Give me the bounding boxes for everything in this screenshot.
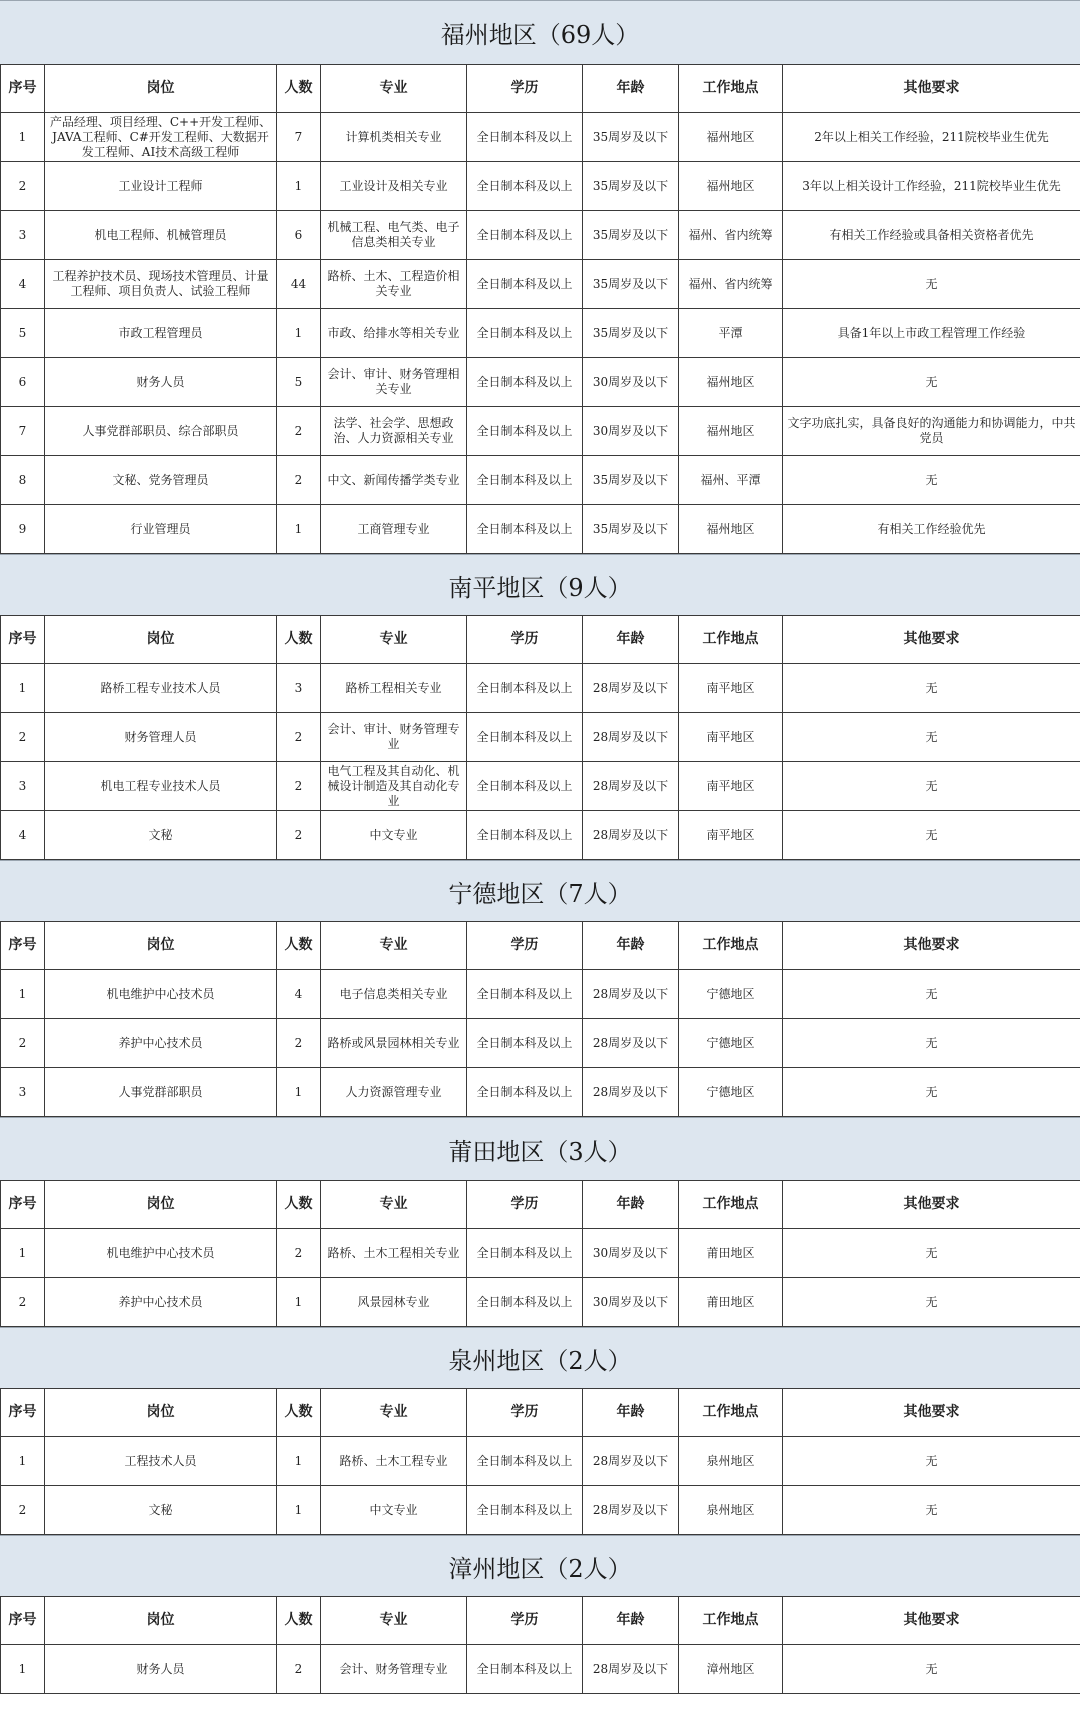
column-header: 专业 — [321, 616, 467, 664]
table-cell: 市政、给排水等相关专业 — [321, 309, 467, 358]
column-header: 人数 — [277, 616, 321, 664]
table-cell: 全日制本科及以上 — [467, 260, 583, 309]
table-cell: 全日制本科及以上 — [467, 664, 583, 713]
table-cell: 电气工程及其自动化、机械设计制造及其自动化专业 — [321, 762, 467, 811]
table-cell: 全日制本科及以上 — [467, 1437, 583, 1486]
column-header: 学历 — [467, 1181, 583, 1229]
table-cell: 市政工程管理员 — [45, 309, 277, 358]
column-header: 学历 — [467, 65, 583, 113]
table-cell: 全日制本科及以上 — [467, 505, 583, 554]
column-header: 工作地点 — [679, 65, 783, 113]
table-cell: 全日制本科及以上 — [467, 811, 583, 860]
column-header: 岗位 — [45, 922, 277, 970]
table-cell: 中文专业 — [321, 1486, 467, 1535]
table-cell: 无 — [783, 664, 1080, 713]
table-cell: 2 — [1, 162, 45, 211]
column-header: 序号 — [1, 1597, 45, 1645]
table-cell: 2 — [1, 1019, 45, 1068]
table-cell: 3 — [277, 664, 321, 713]
column-header: 学历 — [467, 922, 583, 970]
table-cell: 无 — [783, 1486, 1080, 1535]
table-cell: 3 — [1, 1068, 45, 1117]
column-header: 序号 — [1, 922, 45, 970]
table-row — [1, 664, 1080, 713]
recruitment-table — [0, 615, 1080, 860]
table-cell: 南平地区 — [679, 713, 783, 762]
table-cell: 1 — [277, 1278, 321, 1327]
table-cell: 8 — [1, 456, 45, 505]
column-header: 序号 — [1, 616, 45, 664]
table-cell: 2 — [277, 762, 321, 811]
table-cell: 2 — [1, 1278, 45, 1327]
table-cell: 机电工程专业技术人员 — [45, 762, 277, 811]
column-header: 序号 — [1, 1181, 45, 1229]
column-header: 年龄 — [583, 616, 679, 664]
table-cell: 风景园林专业 — [321, 1278, 467, 1327]
region-title: 福州地区（69人） — [0, 0, 1080, 64]
column-header: 专业 — [321, 1389, 467, 1437]
table-cell: 30周岁及以下 — [583, 1229, 679, 1278]
table-header-row — [1, 1597, 1080, 1645]
table-cell: 福州地区 — [679, 407, 783, 456]
table-row — [1, 162, 1080, 211]
table-header-row — [1, 1389, 1080, 1437]
region-section — [0, 1327, 1080, 1535]
table-cell: 福州地区 — [679, 358, 783, 407]
table-cell: 1 — [277, 1068, 321, 1117]
table-cell: 机电维护中心技术员 — [45, 970, 277, 1019]
table-row — [1, 407, 1080, 456]
table-cell: 无 — [783, 811, 1080, 860]
table-row — [1, 456, 1080, 505]
table-cell: 中文、新闻传播学类专业 — [321, 456, 467, 505]
column-header: 年龄 — [583, 1181, 679, 1229]
table-cell: 35周岁及以下 — [583, 456, 679, 505]
table-cell: 1 — [1, 113, 45, 162]
table-cell: 无 — [783, 762, 1080, 811]
table-row — [1, 1437, 1080, 1486]
column-header: 岗位 — [45, 1597, 277, 1645]
column-header: 序号 — [1, 65, 45, 113]
table-cell: 无 — [783, 713, 1080, 762]
table-cell: 3 — [1, 211, 45, 260]
table-header-row — [1, 1181, 1080, 1229]
table-cell: 2 — [277, 1645, 321, 1694]
table-cell: 会计、审计、财务管理相关专业 — [321, 358, 467, 407]
column-header: 人数 — [277, 1389, 321, 1437]
table-row — [1, 113, 1080, 162]
table-cell: 28周岁及以下 — [583, 1068, 679, 1117]
table-cell: 文字功底扎实，具备良好的沟通能力和协调能力，中共党员 — [783, 407, 1080, 456]
table-cell: 全日制本科及以上 — [467, 1068, 583, 1117]
table-cell: 南平地区 — [679, 811, 783, 860]
table-cell: 35周岁及以下 — [583, 309, 679, 358]
table-cell: 2 — [277, 407, 321, 456]
table-cell: 工业设计工程师 — [45, 162, 277, 211]
column-header: 学历 — [467, 1389, 583, 1437]
column-header: 工作地点 — [679, 616, 783, 664]
table-cell: 2 — [277, 713, 321, 762]
table-row — [1, 762, 1080, 811]
table-row — [1, 970, 1080, 1019]
column-header: 专业 — [321, 65, 467, 113]
table-cell: 3年以上相关设计工作经验，211院校毕业生优先 — [783, 162, 1080, 211]
column-header: 其他要求 — [783, 65, 1080, 113]
table-cell: 2年以上相关工作经验，211院校毕业生优先 — [783, 113, 1080, 162]
table-cell: 44 — [277, 260, 321, 309]
table-cell: 福州、平潭 — [679, 456, 783, 505]
table-row — [1, 211, 1080, 260]
table-header-row — [1, 65, 1080, 113]
table-cell: 7 — [1, 407, 45, 456]
table-cell: 1 — [1, 1229, 45, 1278]
table-row — [1, 1486, 1080, 1535]
table-cell: 行业管理员 — [45, 505, 277, 554]
column-header: 学历 — [467, 616, 583, 664]
table-cell: 2 — [277, 811, 321, 860]
table-cell: 具备1年以上市政工程管理工作经验 — [783, 309, 1080, 358]
table-row — [1, 1019, 1080, 1068]
column-header: 专业 — [321, 1181, 467, 1229]
table-cell: 35周岁及以下 — [583, 211, 679, 260]
table-cell: 全日制本科及以上 — [467, 407, 583, 456]
column-header: 年龄 — [583, 65, 679, 113]
table-cell: 全日制本科及以上 — [467, 1229, 583, 1278]
region-title: 漳州地区（2人） — [0, 1535, 1080, 1596]
region-section — [0, 554, 1080, 860]
table-cell: 宁德地区 — [679, 970, 783, 1019]
table-cell: 9 — [1, 505, 45, 554]
table-cell: 电子信息类相关专业 — [321, 970, 467, 1019]
table-cell: 泉州地区 — [679, 1486, 783, 1535]
table-cell: 28周岁及以下 — [583, 1019, 679, 1068]
table-cell: 会计、审计、财务管理专业 — [321, 713, 467, 762]
table-cell: 宁德地区 — [679, 1019, 783, 1068]
table-cell: 无 — [783, 358, 1080, 407]
table-cell: 中文专业 — [321, 811, 467, 860]
table-cell: 无 — [783, 1278, 1080, 1327]
table-cell: 5 — [1, 309, 45, 358]
column-header: 工作地点 — [679, 1597, 783, 1645]
column-header: 工作地点 — [679, 1181, 783, 1229]
table-cell: 莆田地区 — [679, 1229, 783, 1278]
table-cell: 路桥、土木、工程造价相关专业 — [321, 260, 467, 309]
table-cell: 无 — [783, 1229, 1080, 1278]
table-cell: 无 — [783, 1437, 1080, 1486]
table-cell: 1 — [1, 664, 45, 713]
table-cell: 文秘 — [45, 1486, 277, 1535]
column-header: 其他要求 — [783, 922, 1080, 970]
column-header: 岗位 — [45, 1181, 277, 1229]
table-cell: 5 — [277, 358, 321, 407]
column-header: 人数 — [277, 1181, 321, 1229]
table-row — [1, 358, 1080, 407]
table-cell: 全日制本科及以上 — [467, 1645, 583, 1694]
column-header: 人数 — [277, 65, 321, 113]
table-cell: 无 — [783, 260, 1080, 309]
column-header: 其他要求 — [783, 1597, 1080, 1645]
table-cell: 全日制本科及以上 — [467, 358, 583, 407]
table-cell: 漳州地区 — [679, 1645, 783, 1694]
table-cell: 全日制本科及以上 — [467, 1019, 583, 1068]
table-cell: 30周岁及以下 — [583, 1278, 679, 1327]
region-section — [0, 860, 1080, 1117]
region-title: 南平地区（9人） — [0, 554, 1080, 615]
table-cell: 机电工程师、机械管理员 — [45, 211, 277, 260]
table-cell: 2 — [277, 456, 321, 505]
table-cell: 泉州地区 — [679, 1437, 783, 1486]
table-cell: 2 — [1, 1486, 45, 1535]
table-cell: 工商管理专业 — [321, 505, 467, 554]
table-cell: 计算机类相关专业 — [321, 113, 467, 162]
table-cell: 法学、社会学、思想政治、人力资源相关专业 — [321, 407, 467, 456]
table-cell: 全日制本科及以上 — [467, 1486, 583, 1535]
table-cell: 2 — [1, 713, 45, 762]
table-cell: 全日制本科及以上 — [467, 970, 583, 1019]
table-cell: 全日制本科及以上 — [467, 1278, 583, 1327]
table-cell: 文秘 — [45, 811, 277, 860]
table-cell: 28周岁及以下 — [583, 1645, 679, 1694]
region-title: 莆田地区（3人） — [0, 1117, 1080, 1180]
table-cell: 路桥工程专业技术人员 — [45, 664, 277, 713]
column-header: 人数 — [277, 922, 321, 970]
table-cell: 全日制本科及以上 — [467, 162, 583, 211]
table-cell: 全日制本科及以上 — [467, 309, 583, 358]
table-cell: 7 — [277, 113, 321, 162]
column-header: 序号 — [1, 1389, 45, 1437]
region-title: 宁德地区（7人） — [0, 860, 1080, 921]
table-cell: 产品经理、项目经理、C++开发工程师、JAVA工程师、C#开发工程师、大数据开发工程师、AI技术高级工程师 — [45, 113, 277, 162]
table-cell: 35周岁及以下 — [583, 162, 679, 211]
column-header: 年龄 — [583, 922, 679, 970]
region-title: 泉州地区（2人） — [0, 1327, 1080, 1388]
table-cell: 28周岁及以下 — [583, 811, 679, 860]
table-cell: 35周岁及以下 — [583, 260, 679, 309]
table-cell: 无 — [783, 970, 1080, 1019]
table-cell: 28周岁及以下 — [583, 1437, 679, 1486]
table-row — [1, 1229, 1080, 1278]
table-cell: 人事党群部职员、综合部职员 — [45, 407, 277, 456]
table-cell: 工程养护技术员、现场技术管理员、计量工程师、项目负责人、试验工程师 — [45, 260, 277, 309]
table-cell: 28周岁及以下 — [583, 762, 679, 811]
table-cell: 机械工程、电气类、电子信息类相关专业 — [321, 211, 467, 260]
table-cell: 莆田地区 — [679, 1278, 783, 1327]
recruitment-table — [0, 1596, 1080, 1694]
table-cell: 福州地区 — [679, 505, 783, 554]
table-cell: 3 — [1, 762, 45, 811]
table-row — [1, 713, 1080, 762]
recruitment-table — [0, 1388, 1080, 1535]
table-cell: 福州地区 — [679, 113, 783, 162]
column-header: 岗位 — [45, 616, 277, 664]
table-cell: 30周岁及以下 — [583, 407, 679, 456]
region-section — [0, 1535, 1080, 1694]
table-cell: 6 — [1, 358, 45, 407]
table-cell: 1 — [1, 1437, 45, 1486]
table-cell: 财务管理人员 — [45, 713, 277, 762]
table-cell: 福州、省内统筹 — [679, 211, 783, 260]
table-cell: 1 — [1, 1645, 45, 1694]
table-cell: 28周岁及以下 — [583, 713, 679, 762]
table-cell: 4 — [277, 970, 321, 1019]
table-cell: 1 — [277, 309, 321, 358]
table-cell: 28周岁及以下 — [583, 664, 679, 713]
column-header: 年龄 — [583, 1389, 679, 1437]
table-cell: 2 — [277, 1019, 321, 1068]
table-cell: 路桥、土木工程相关专业 — [321, 1229, 467, 1278]
table-cell: 4 — [1, 811, 45, 860]
table-cell: 全日制本科及以上 — [467, 456, 583, 505]
table-row — [1, 1645, 1080, 1694]
table-cell: 1 — [277, 505, 321, 554]
table-cell: 路桥、土木工程专业 — [321, 1437, 467, 1486]
table-row — [1, 1068, 1080, 1117]
column-header: 岗位 — [45, 65, 277, 113]
table-cell: 30周岁及以下 — [583, 358, 679, 407]
table-cell: 养护中心技术员 — [45, 1278, 277, 1327]
table-cell: 机电维护中心技术员 — [45, 1229, 277, 1278]
table-cell: 宁德地区 — [679, 1068, 783, 1117]
table-cell: 路桥工程相关专业 — [321, 664, 467, 713]
table-cell: 人力资源管理专业 — [321, 1068, 467, 1117]
column-header: 其他要求 — [783, 1181, 1080, 1229]
table-cell: 平潭 — [679, 309, 783, 358]
table-row — [1, 260, 1080, 309]
table-cell: 南平地区 — [679, 664, 783, 713]
recruitment-table — [0, 1180, 1080, 1327]
column-header: 年龄 — [583, 1597, 679, 1645]
recruitment-table — [0, 921, 1080, 1117]
region-section — [0, 0, 1080, 554]
table-cell: 35周岁及以下 — [583, 113, 679, 162]
table-header-row — [1, 922, 1080, 970]
table-cell: 财务人员 — [45, 1645, 277, 1694]
column-header: 岗位 — [45, 1389, 277, 1437]
table-cell: 有相关工作经验优先 — [783, 505, 1080, 554]
table-cell: 28周岁及以下 — [583, 1486, 679, 1535]
table-cell: 无 — [783, 456, 1080, 505]
table-cell: 6 — [277, 211, 321, 260]
table-cell: 全日制本科及以上 — [467, 762, 583, 811]
column-header: 工作地点 — [679, 1389, 783, 1437]
table-header-row — [1, 616, 1080, 664]
recruitment-table — [0, 64, 1080, 554]
table-cell: 工业设计及相关专业 — [321, 162, 467, 211]
table-cell: 路桥或风景园林相关专业 — [321, 1019, 467, 1068]
table-row — [1, 309, 1080, 358]
table-cell: 28周岁及以下 — [583, 970, 679, 1019]
table-cell: 南平地区 — [679, 762, 783, 811]
table-cell: 福州、省内统筹 — [679, 260, 783, 309]
table-row — [1, 811, 1080, 860]
table-cell: 全日制本科及以上 — [467, 713, 583, 762]
table-cell: 有相关工作经验或具备相关资格者优先 — [783, 211, 1080, 260]
table-cell: 人事党群部职员 — [45, 1068, 277, 1117]
column-header: 学历 — [467, 1597, 583, 1645]
table-cell: 全日制本科及以上 — [467, 113, 583, 162]
table-cell: 福州地区 — [679, 162, 783, 211]
table-row — [1, 505, 1080, 554]
table-cell: 养护中心技术员 — [45, 1019, 277, 1068]
column-header: 工作地点 — [679, 922, 783, 970]
table-cell: 工程技术人员 — [45, 1437, 277, 1486]
column-header: 人数 — [277, 1597, 321, 1645]
table-cell: 财务人员 — [45, 358, 277, 407]
table-cell: 文秘、党务管理员 — [45, 456, 277, 505]
table-cell: 1 — [277, 1437, 321, 1486]
table-cell: 4 — [1, 260, 45, 309]
region-section — [0, 1117, 1080, 1327]
table-cell: 全日制本科及以上 — [467, 211, 583, 260]
column-header: 其他要求 — [783, 1389, 1080, 1437]
table-cell: 2 — [277, 1229, 321, 1278]
table-cell: 无 — [783, 1068, 1080, 1117]
table-cell: 1 — [277, 1486, 321, 1535]
table-cell: 35周岁及以下 — [583, 505, 679, 554]
column-header: 专业 — [321, 922, 467, 970]
column-header: 专业 — [321, 1597, 467, 1645]
table-cell: 无 — [783, 1019, 1080, 1068]
table-cell: 无 — [783, 1645, 1080, 1694]
table-cell: 1 — [1, 970, 45, 1019]
table-row — [1, 1278, 1080, 1327]
table-cell: 1 — [277, 162, 321, 211]
table-cell: 会计、财务管理专业 — [321, 1645, 467, 1694]
column-header: 其他要求 — [783, 616, 1080, 664]
